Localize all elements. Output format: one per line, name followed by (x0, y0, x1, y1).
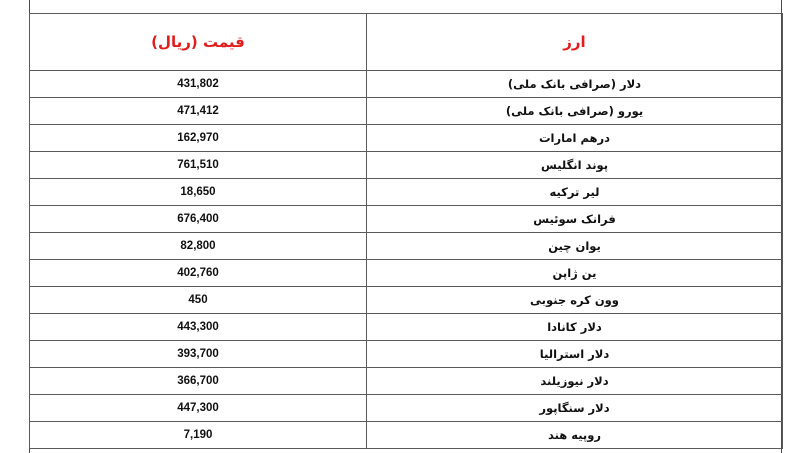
table-header-row (30, 14, 783, 71)
currency-price-cell: 162,970 (30, 125, 367, 152)
currency-price-cell: 402,760 (30, 260, 367, 287)
currency-name-cell: دلار کانادا (367, 314, 783, 341)
currency-name-cell: دلار سنگاپور (367, 395, 783, 422)
table-row (30, 287, 783, 314)
currency-price-cell: 443,300 (30, 314, 367, 341)
currency-price-cell: 761,510 (30, 152, 367, 179)
table-row (30, 422, 783, 449)
currency-price-cell: 18,650 (30, 179, 367, 206)
currency-price-cell: 447,300 (30, 395, 367, 422)
currency-name-cell: یوان چین (367, 233, 783, 260)
table-row (30, 260, 783, 287)
currency-name-cell: دلار استرالیا (367, 341, 783, 368)
currency-price-cell: 82,800 (30, 233, 367, 260)
table-row (30, 125, 783, 152)
table-row (30, 206, 783, 233)
currency-name-cell: دلار نیوزیلند (367, 368, 783, 395)
currency-name-cell: پوند انگلیس (367, 152, 783, 179)
table-row (30, 233, 783, 260)
currency-name-cell: روپیه هند (367, 422, 783, 449)
table-row (30, 71, 783, 98)
currency-name-cell: ین ژاپن (367, 260, 783, 287)
currency-rates-table (29, 13, 783, 449)
table-row (30, 395, 783, 422)
table-row (30, 341, 783, 368)
column-header-price: قیمت (ریال) (30, 14, 367, 71)
currency-price-cell: 393,700 (30, 341, 367, 368)
currency-price-cell: 431,802 (30, 71, 367, 98)
table-row (30, 368, 783, 395)
table-row (30, 314, 783, 341)
table-row (30, 152, 783, 179)
currency-price-cell: 7,190 (30, 422, 367, 449)
currency-name-cell: یورو (صرافی بانک ملی) (367, 98, 783, 125)
table-row (30, 179, 783, 206)
currency-price-cell: 450 (30, 287, 367, 314)
currency-name-cell: فرانک سوئیس (367, 206, 783, 233)
currency-name-cell: دلار (صرافی بانک ملی) (367, 71, 783, 98)
currency-name-cell: درهم امارات (367, 125, 783, 152)
currency-name-cell: لیر ترکیه (367, 179, 783, 206)
currency-price-cell: 366,700 (30, 368, 367, 395)
table-body (30, 71, 783, 449)
currency-name-cell: وون کره جنوبی (367, 287, 783, 314)
column-header-currency: ارز (367, 14, 783, 71)
currency-price-cell: 676,400 (30, 206, 367, 233)
table-row (30, 98, 783, 125)
currency-price-cell: 471,412 (30, 98, 367, 125)
